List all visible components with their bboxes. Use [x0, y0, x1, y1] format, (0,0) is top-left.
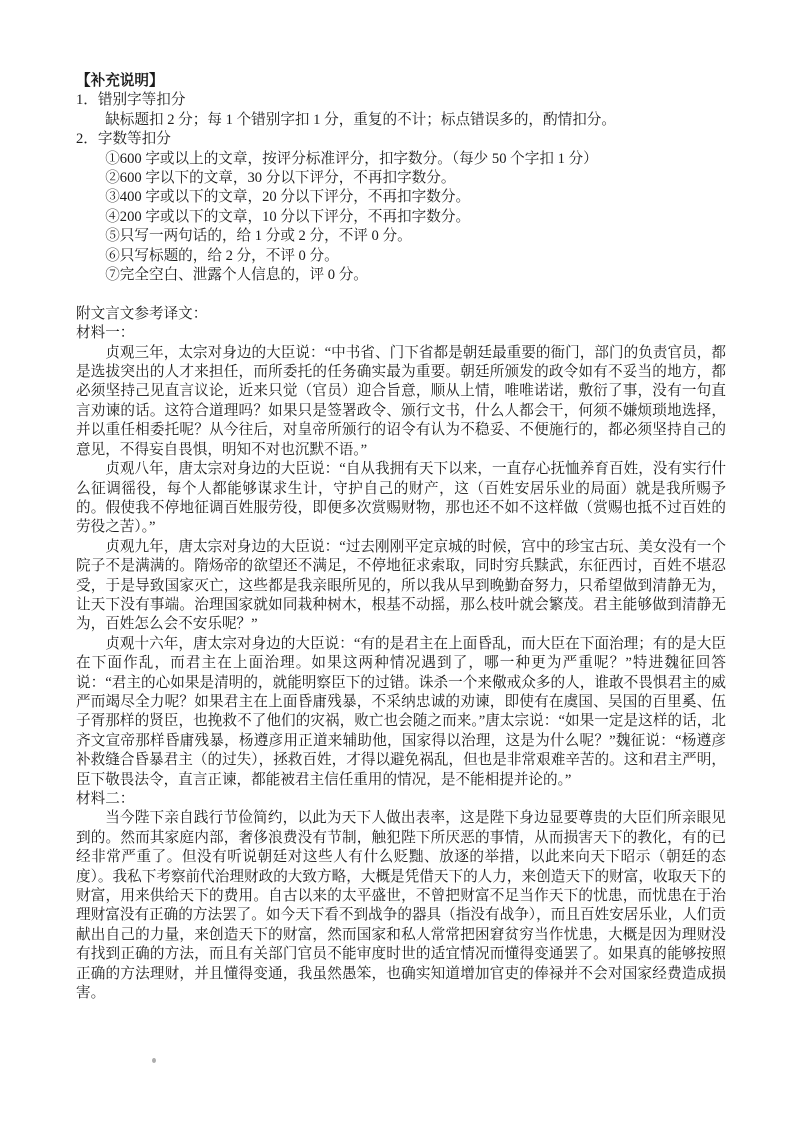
rule-2-title: 2．字数等扣分 [76, 131, 171, 148]
material-1-paragraph-1: 贞观三年，太宗对身边的大臣说：“中书省、门下省都是朝廷最重要的衙门，部门的负责官员，都是选拔突出的人才来担任，而所委托的任务确实最为重要。朝廷所颁发的政令如有不妥当的地方，都必须坚持己见直言议论，近来只觉（官员）迎合旨意，顺从上情，唯唯诺诺，敷衍了事，没有一句直言劝谏的话。这符合道理吗？如果只是签署政令、颁行文书，什么人都会干，何须不嫌烦琐地选择，并以重任相委托呢？从今往后，对皇帝所颁行的诏令有认为不稳妥、不便施行的，都必须坚持自己的意见，不得妄自畏惧，明知不对也沉默不语。” [76, 344, 726, 458]
translation-heading: 附文言文参考译文： [76, 305, 208, 322]
material-1-paragraph-2: 贞观八年，唐太宗对身边的大臣说：“自从我拥有天下以来，一直存心抚恤养育百姓，没有实行什么征调徭役，每个人都能够谋求生计，守护自己的财产，这（百姓安居乐业的局面）就是我所赐予的。假使我不停地征调百姓服劳役，即便多次赏赐财物，那也还不如不这样做（赏赐也抵不过百姓的劳役之苦）。” [76, 461, 726, 536]
material-1-paragraph-4: 贞观十六年，唐太宗对身边的大臣说：“有的是君主在上面昏乱，而大臣在下面治理；有的是大臣在下面作乱，而君主在上面治理。如果这两种情况遇到了，哪一种更为严重呢？”特进魏征回答说：“君主的心如果是清明的，就能明察臣下的过错。诛杀一个来儆戒众多的人，谁敢不畏惧君主的威严而竭尽全力呢？如果君主在上面昏庸残暴，不采纳忠诚的劝谏，即使有在虞国、吴国的百里奚、伍子胥那样的贤臣，也挽救不了他们的灾祸，败亡也会随之而来。”唐太宗说：“如果一定是这样的话，北齐文宣帝那样昏庸残暴，杨遵彦用正道来辅助他，国家得以治理，这是为什么呢？”魏征说：“杨遵彦补救缝合昏暴君主（的过失），拯救百姓，才得以避免祸乱，但也是非常艰难辛苦的。这和君主严明，臣下敬畏法令，直言正谏，都能被君主信任重用的情况，是不能相提并论的。” [76, 635, 726, 788]
material-1-paragraph-3: 贞观九年，唐太宗对身边的大臣说：“过去刚刚平定京城的时候，宫中的珍宝古玩、美女没有一个院子不是满满的。隋炀帝的欲望还不满足，不停地征求索取，同时穷兵黩武，东征西讨，百姓不堪忍受，于是导致国家灭亡，这些都是我亲眼所见的，所以我从早到晚勤奋努力，只希望做到清静无为，让天下没有事端。治理国家就如同栽种树木，根基不动摇，那么枝叶就会繁茂。君主能够做到清静无为，百姓怎么会不安乐呢？” [76, 538, 726, 633]
document-body [76, 72, 726, 1003]
rule-2-item-1: ①600 字或以上的文章，按评分标准评分，扣字数分。（每少 50 个字扣 1 分） [105, 150, 598, 167]
material-2-paragraph-1: 当今陛下亲自践行节俭简约，以此为天下人做出表率，这是陛下身边显要尊贵的大臣们所亲眼见到的。然而其家庭内部，奢侈浪费没有节制，触犯陛下所厌恶的事情，从而损害天下的教化，有的已经非常严重了。但没有听说朝廷对这些人有什么贬黜、放逐的举措，以此来向天下昭示（朝廷的态度）。我私下考察前代治理财政的大致方略，大概是凭借天下的人力，来创造天下的财富，收取天下的财富，用来供给天下的费用。自古以来的太平盛世，不曾把财富不足当作天下的忧患，而忧患在于治理财富没有正确的方法罢了。如今天下看不到战争的器具（指没有战争），而且百姓安居乐业，人们贡献出自己的力量，来创造天下的财富，然而国家和私人常常把困窘贫穷当作忧患，大概是因为理财没有找到正确的方法，而且有关部门官员不能审度时世的适宜情况而懂得变通罢了。如果真的能够按照正确的方法理财，并且懂得变通，我虽然愚笨，也确实知道增加官吏的俸禄并不会对国家经费造成损害。 [76, 810, 726, 1002]
material-1-label: 材料一： [76, 325, 135, 342]
rule-1-title: 1．错别字等扣分 [76, 92, 186, 109]
rule-2-item-5: ⑤只写一两句话的，给 1 分或 2 分，不评 0 分。 [105, 228, 412, 245]
material-2-label: 材料二： [76, 791, 135, 808]
rule-2-item-3: ③400 字或以下的文章，20 分以下评分，不再扣字数分。 [105, 189, 471, 206]
blank-line [76, 285, 726, 304]
rule-2-item-2: ②600 字以下的文章，30 分以下评分，不再扣字数分。 [105, 170, 456, 187]
rule-2-item-7: ⑦完全空白、泄露个人信息的，评 0 分。 [105, 267, 368, 284]
rule-2-item-4: ④200 字或以下的文章，10 分以下评分，不再扣字数分。 [105, 208, 471, 225]
supplement-title: 【补充说明】 [76, 73, 164, 89]
rule-2-item-6: ⑥只写标题的，给 2 分，不评 0 分。 [105, 247, 339, 264]
stray-mark [152, 1058, 156, 1063]
rule-1-detail: 缺标题扣 2 分；每 1 个错别字扣 1 分，重复的不计；标点错误多的，酌情扣分。 [105, 111, 616, 128]
